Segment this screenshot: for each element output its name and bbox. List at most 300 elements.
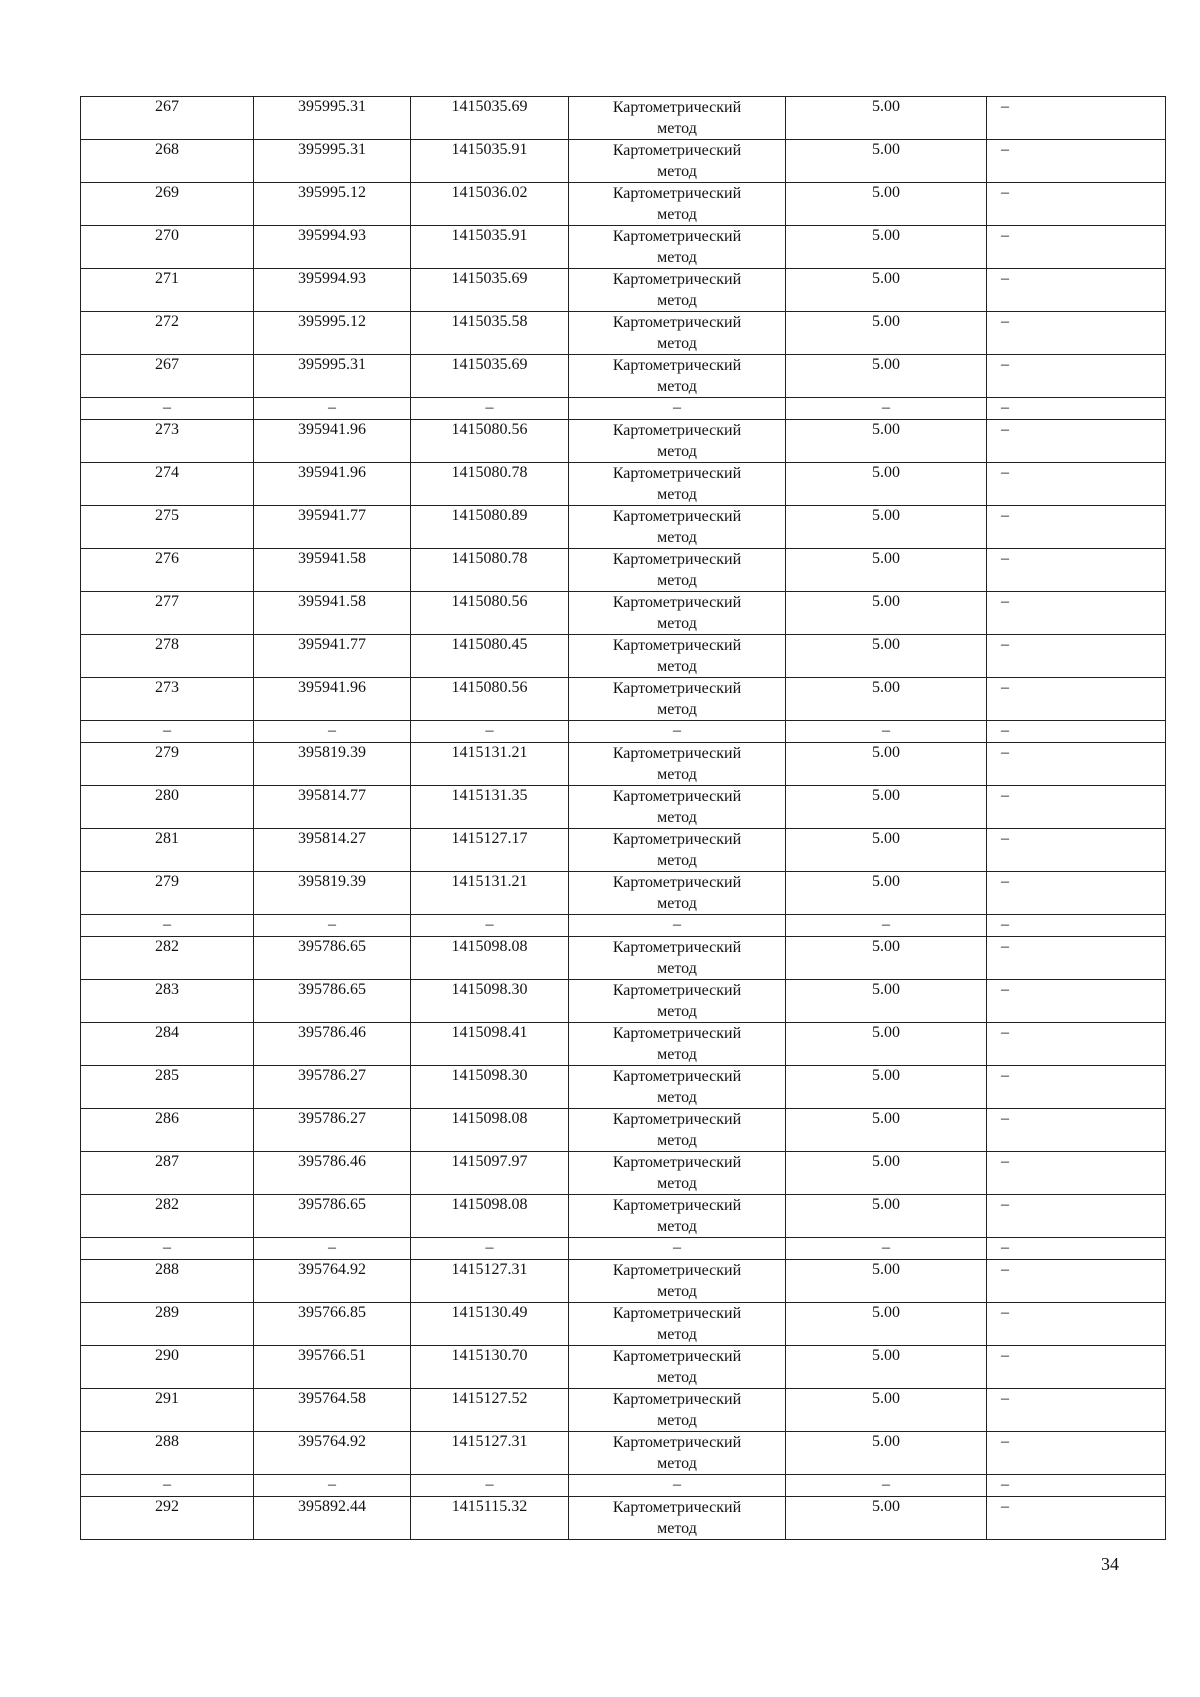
description-cell: – — [987, 980, 1166, 1023]
description-cell: – — [987, 97, 1166, 140]
table-row — [81, 226, 1166, 269]
coord-x-cell: 395766.51 — [254, 1346, 411, 1389]
coord-x-cell: 395994.93 — [254, 226, 411, 269]
accuracy-cell: 5.00 — [786, 592, 987, 635]
coord-y-cell: – — [411, 721, 569, 743]
point-number-cell: – — [81, 721, 254, 743]
method-line: Картометрический — [612, 982, 742, 999]
method-cell — [569, 1109, 786, 1152]
coord-y-cell: – — [411, 1238, 569, 1260]
method-cell — [569, 872, 786, 915]
table-row — [81, 1303, 1166, 1346]
separator-row — [81, 915, 1166, 937]
method-line: Картометрический — [612, 1025, 742, 1042]
accuracy-cell: 5.00 — [786, 635, 987, 678]
point-number-cell: 273 — [81, 678, 254, 721]
coord-x-cell: 395786.27 — [254, 1066, 411, 1109]
point-number-cell: 279 — [81, 743, 254, 786]
method-line: – — [673, 1239, 681, 1256]
method-line: Картометрический — [612, 465, 742, 482]
method-line: Картометрический — [612, 142, 742, 159]
accuracy-cell: 5.00 — [786, 1152, 987, 1195]
method-cell — [569, 1346, 786, 1389]
point-number-cell: 280 — [81, 786, 254, 829]
method-cell — [569, 980, 786, 1023]
method-line: метод — [657, 895, 697, 912]
table-row — [81, 312, 1166, 355]
method-line: Картометрический — [612, 1197, 742, 1214]
point-number-cell: 276 — [81, 549, 254, 592]
point-number-cell: 268 — [81, 140, 254, 183]
method-line: Картометрический — [612, 422, 742, 439]
method-cell — [569, 678, 786, 721]
point-number-cell: 275 — [81, 506, 254, 549]
coord-x-cell: 395995.12 — [254, 183, 411, 226]
coord-x-cell: 395995.12 — [254, 312, 411, 355]
method-line: метод — [657, 335, 697, 352]
point-number-cell: 278 — [81, 635, 254, 678]
coord-y-cell: 1415127.52 — [411, 1389, 569, 1432]
description-cell: – — [987, 463, 1166, 506]
description-cell: – — [987, 1260, 1166, 1303]
coord-x-cell: – — [254, 915, 411, 937]
table-row — [81, 635, 1166, 678]
coord-y-cell: 1415035.91 — [411, 140, 569, 183]
method-cell — [569, 1195, 786, 1238]
description-cell: – — [987, 1497, 1166, 1540]
method-line: метод — [657, 1455, 697, 1472]
coord-x-cell: 395941.58 — [254, 592, 411, 635]
description-cell: – — [987, 1195, 1166, 1238]
coord-y-cell: 1415035.91 — [411, 226, 569, 269]
method-cell — [569, 592, 786, 635]
method-cell — [569, 1432, 786, 1475]
description-cell: – — [987, 1066, 1166, 1109]
coord-x-cell: 395786.65 — [254, 937, 411, 980]
coord-y-cell: 1415130.70 — [411, 1346, 569, 1389]
point-number-cell: 271 — [81, 269, 254, 312]
description-cell: – — [987, 226, 1166, 269]
accuracy-cell: 5.00 — [786, 420, 987, 463]
coord-x-cell: 395764.92 — [254, 1260, 411, 1303]
point-number-cell: – — [81, 398, 254, 420]
description-cell: – — [987, 1303, 1166, 1346]
table-row — [81, 829, 1166, 872]
coord-y-cell: 1415035.69 — [411, 97, 569, 140]
table-row — [81, 1066, 1166, 1109]
method-line: метод — [657, 1089, 697, 1106]
method-line: метод — [657, 378, 697, 395]
coord-x-cell: – — [254, 1475, 411, 1497]
table-row — [81, 549, 1166, 592]
method-line: Картометрический — [612, 788, 742, 805]
description-cell: – — [987, 721, 1166, 743]
method-line: метод — [657, 1520, 697, 1537]
method-line: метод — [657, 1132, 697, 1149]
method-line: – — [673, 722, 681, 739]
description-cell: – — [987, 420, 1166, 463]
accuracy-cell: 5.00 — [786, 1195, 987, 1238]
method-cell — [569, 937, 786, 980]
accuracy-cell: – — [786, 1475, 987, 1497]
method-cell — [569, 1238, 786, 1260]
method-cell — [569, 355, 786, 398]
coord-x-cell: 395819.39 — [254, 872, 411, 915]
method-line: метод — [657, 529, 697, 546]
coord-x-cell: 395995.31 — [254, 97, 411, 140]
method-line: Картометрический — [612, 831, 742, 848]
coord-x-cell: 395786.46 — [254, 1023, 411, 1066]
accuracy-cell: 5.00 — [786, 1109, 987, 1152]
method-line: метод — [657, 960, 697, 977]
point-number-cell: 283 — [81, 980, 254, 1023]
point-number-cell: 291 — [81, 1389, 254, 1432]
coord-x-cell: – — [254, 721, 411, 743]
method-line: метод — [657, 1175, 697, 1192]
accuracy-cell: – — [786, 915, 987, 937]
description-cell: – — [987, 355, 1166, 398]
coord-y-cell: 1415035.58 — [411, 312, 569, 355]
coord-x-cell: 395941.58 — [254, 549, 411, 592]
table-row — [81, 463, 1166, 506]
method-cell — [569, 312, 786, 355]
method-line: Картометрический — [612, 185, 742, 202]
description-cell: – — [987, 140, 1166, 183]
accuracy-cell: 5.00 — [786, 312, 987, 355]
coord-x-cell: 395814.27 — [254, 829, 411, 872]
coord-x-cell: 395941.96 — [254, 678, 411, 721]
accuracy-cell: 5.00 — [786, 1066, 987, 1109]
accuracy-cell: 5.00 — [786, 1497, 987, 1540]
method-cell — [569, 1389, 786, 1432]
method-cell — [569, 463, 786, 506]
coord-x-cell: 395941.77 — [254, 506, 411, 549]
point-number-cell: 270 — [81, 226, 254, 269]
coord-y-cell: 1415080.56 — [411, 678, 569, 721]
coord-y-cell: 1415127.31 — [411, 1260, 569, 1303]
accuracy-cell: 5.00 — [786, 183, 987, 226]
description-cell: – — [987, 1346, 1166, 1389]
coord-y-cell: 1415127.31 — [411, 1432, 569, 1475]
method-line: метод — [657, 615, 697, 632]
description-cell: – — [987, 1475, 1166, 1497]
method-line: Картометрический — [612, 1499, 742, 1516]
method-line: Картометрический — [612, 508, 742, 525]
accuracy-cell: 5.00 — [786, 937, 987, 980]
table-row — [81, 743, 1166, 786]
coord-y-cell: 1415080.45 — [411, 635, 569, 678]
description-cell: – — [987, 506, 1166, 549]
method-cell — [569, 1066, 786, 1109]
point-number-cell: 282 — [81, 1195, 254, 1238]
method-cell — [569, 140, 786, 183]
coord-y-cell: – — [411, 398, 569, 420]
accuracy-cell: 5.00 — [786, 1260, 987, 1303]
coord-x-cell: 395892.44 — [254, 1497, 411, 1540]
coord-x-cell: – — [254, 398, 411, 420]
point-number-cell: 288 — [81, 1432, 254, 1475]
method-cell — [569, 721, 786, 743]
coord-y-cell: 1415098.41 — [411, 1023, 569, 1066]
point-number-cell: 286 — [81, 1109, 254, 1152]
method-cell — [569, 829, 786, 872]
table-row — [81, 1389, 1166, 1432]
description-cell: – — [987, 743, 1166, 786]
method-cell — [569, 226, 786, 269]
method-line: Картометрический — [612, 1391, 742, 1408]
point-number-cell: 277 — [81, 592, 254, 635]
method-cell — [569, 786, 786, 829]
table-row — [81, 1109, 1166, 1152]
method-line: метод — [657, 443, 697, 460]
table-row — [81, 592, 1166, 635]
method-line: Картометрический — [612, 1111, 742, 1128]
coord-y-cell: 1415035.69 — [411, 355, 569, 398]
table-row — [81, 872, 1166, 915]
description-cell: – — [987, 786, 1166, 829]
method-line: метод — [657, 249, 697, 266]
coord-y-cell: 1415130.49 — [411, 1303, 569, 1346]
coord-y-cell: 1415115.32 — [411, 1497, 569, 1540]
accuracy-cell: 5.00 — [786, 1023, 987, 1066]
method-line: метод — [657, 809, 697, 826]
coord-y-cell: – — [411, 1475, 569, 1497]
method-line: метод — [657, 292, 697, 309]
separator-row — [81, 398, 1166, 420]
method-cell — [569, 506, 786, 549]
coord-y-cell: – — [411, 915, 569, 937]
description-cell: – — [987, 1389, 1166, 1432]
coord-x-cell: – — [254, 1238, 411, 1260]
coord-x-cell: 395764.92 — [254, 1432, 411, 1475]
method-line: Картометрический — [612, 99, 742, 116]
method-line: Картометрический — [612, 874, 742, 891]
coord-y-cell: 1415036.02 — [411, 183, 569, 226]
method-cell — [569, 743, 786, 786]
table-row — [81, 786, 1166, 829]
accuracy-cell: 5.00 — [786, 97, 987, 140]
accuracy-cell: 5.00 — [786, 872, 987, 915]
description-cell: – — [987, 915, 1166, 937]
table-row — [81, 1152, 1166, 1195]
accuracy-cell: 5.00 — [786, 1389, 987, 1432]
point-number-cell: 288 — [81, 1260, 254, 1303]
point-number-cell: 292 — [81, 1497, 254, 1540]
coord-y-cell: 1415127.17 — [411, 829, 569, 872]
separator-row — [81, 1238, 1166, 1260]
coord-x-cell: 395995.31 — [254, 140, 411, 183]
method-cell — [569, 549, 786, 592]
point-number-cell: 272 — [81, 312, 254, 355]
accuracy-cell: – — [786, 721, 987, 743]
coord-x-cell: 395814.77 — [254, 786, 411, 829]
method-cell — [569, 269, 786, 312]
accuracy-cell: 5.00 — [786, 140, 987, 183]
method-cell — [569, 97, 786, 140]
coord-y-cell: 1415131.35 — [411, 786, 569, 829]
table-row — [81, 678, 1166, 721]
description-cell: – — [987, 635, 1166, 678]
coord-x-cell: 395941.77 — [254, 635, 411, 678]
method-line: метод — [657, 1003, 697, 1020]
method-line: Картометрический — [612, 1068, 742, 1085]
method-line: – — [673, 1476, 681, 1493]
table-row — [81, 97, 1166, 140]
point-number-cell: 287 — [81, 1152, 254, 1195]
coord-y-cell: 1415080.89 — [411, 506, 569, 549]
table-row — [81, 1497, 1166, 1540]
method-line: метод — [657, 163, 697, 180]
method-cell — [569, 398, 786, 420]
accuracy-cell: 5.00 — [786, 226, 987, 269]
table-row — [81, 1195, 1166, 1238]
accuracy-cell: 5.00 — [786, 463, 987, 506]
coord-x-cell: 395994.93 — [254, 269, 411, 312]
description-cell: – — [987, 1432, 1166, 1475]
accuracy-cell: 5.00 — [786, 743, 987, 786]
method-line: Картометрический — [612, 680, 742, 697]
coord-y-cell: 1415035.69 — [411, 269, 569, 312]
method-line: метод — [657, 658, 697, 675]
description-cell: – — [987, 1109, 1166, 1152]
table-row — [81, 1023, 1166, 1066]
coord-y-cell: 1415131.21 — [411, 743, 569, 786]
coord-x-cell: 395766.85 — [254, 1303, 411, 1346]
method-cell — [569, 1475, 786, 1497]
point-number-cell: 273 — [81, 420, 254, 463]
accuracy-cell: 5.00 — [786, 355, 987, 398]
accuracy-cell: 5.00 — [786, 506, 987, 549]
accuracy-cell: 5.00 — [786, 786, 987, 829]
separator-row — [81, 1475, 1166, 1497]
method-line: – — [673, 399, 681, 416]
accuracy-cell: 5.00 — [786, 269, 987, 312]
description-cell: – — [987, 1152, 1166, 1195]
accuracy-cell: 5.00 — [786, 678, 987, 721]
table-row — [81, 140, 1166, 183]
coord-y-cell: 1415098.08 — [411, 1109, 569, 1152]
point-number-cell: – — [81, 1238, 254, 1260]
method-line: метод — [657, 206, 697, 223]
method-line: Картометрический — [612, 228, 742, 245]
point-number-cell: 284 — [81, 1023, 254, 1066]
description-cell: – — [987, 678, 1166, 721]
description-cell: – — [987, 312, 1166, 355]
method-line: Картометрический — [612, 357, 742, 374]
method-line: Картометрический — [612, 314, 742, 331]
coord-y-cell: 1415098.08 — [411, 1195, 569, 1238]
method-line: Картометрический — [612, 1154, 742, 1171]
table-row — [81, 980, 1166, 1023]
point-number-cell: 269 — [81, 183, 254, 226]
coord-x-cell: 395786.65 — [254, 1195, 411, 1238]
description-cell: – — [987, 592, 1166, 635]
method-line: Картометрический — [612, 1262, 742, 1279]
method-line: Картометрический — [612, 1434, 742, 1451]
coordinates-table — [80, 96, 1166, 1540]
coord-y-cell: 1415080.56 — [411, 420, 569, 463]
point-number-cell: 279 — [81, 872, 254, 915]
method-line: Картометрический — [612, 637, 742, 654]
accuracy-cell: 5.00 — [786, 980, 987, 1023]
table-row — [81, 269, 1166, 312]
coord-y-cell: 1415098.30 — [411, 980, 569, 1023]
method-line: метод — [657, 572, 697, 589]
description-cell: – — [987, 937, 1166, 980]
method-line: Картометрический — [612, 939, 742, 956]
method-line: метод — [657, 120, 697, 137]
coord-x-cell: 395995.31 — [254, 355, 411, 398]
method-line: метод — [657, 1326, 697, 1343]
point-number-cell: – — [81, 1475, 254, 1497]
table-row — [81, 1346, 1166, 1389]
description-cell: – — [987, 829, 1166, 872]
coord-y-cell: 1415098.08 — [411, 937, 569, 980]
coord-y-cell: 1415131.21 — [411, 872, 569, 915]
description-cell: – — [987, 872, 1166, 915]
point-number-cell: 289 — [81, 1303, 254, 1346]
table-row — [81, 420, 1166, 463]
table-row — [81, 1260, 1166, 1303]
method-cell — [569, 1152, 786, 1195]
accuracy-cell: 5.00 — [786, 829, 987, 872]
description-cell: – — [987, 183, 1166, 226]
method-line: Картометрический — [612, 271, 742, 288]
point-number-cell: 281 — [81, 829, 254, 872]
method-line: метод — [657, 1218, 697, 1235]
method-line: метод — [657, 701, 697, 718]
coord-x-cell: 395786.27 — [254, 1109, 411, 1152]
description-cell: – — [987, 1023, 1166, 1066]
coordinates-table-body — [81, 97, 1166, 1540]
coord-y-cell: 1415097.97 — [411, 1152, 569, 1195]
point-number-cell: 267 — [81, 97, 254, 140]
method-line: Картометрический — [612, 551, 742, 568]
table-row — [81, 183, 1166, 226]
accuracy-cell: 5.00 — [786, 1303, 987, 1346]
method-line: Картометрический — [612, 1305, 742, 1322]
accuracy-cell: 5.00 — [786, 549, 987, 592]
accuracy-cell: – — [786, 398, 987, 420]
coord-y-cell: 1415080.78 — [411, 549, 569, 592]
coord-x-cell: 395941.96 — [254, 420, 411, 463]
coord-x-cell: 395819.39 — [254, 743, 411, 786]
method-line: метод — [657, 766, 697, 783]
accuracy-cell: 5.00 — [786, 1432, 987, 1475]
method-line: метод — [657, 852, 697, 869]
method-cell — [569, 915, 786, 937]
method-cell — [569, 183, 786, 226]
method-line: метод — [657, 1046, 697, 1063]
point-number-cell: 267 — [81, 355, 254, 398]
method-line: метод — [657, 1412, 697, 1429]
description-cell: – — [987, 269, 1166, 312]
table-row — [81, 937, 1166, 980]
description-cell: – — [987, 1238, 1166, 1260]
method-cell — [569, 1260, 786, 1303]
table-row — [81, 355, 1166, 398]
table-row — [81, 1432, 1166, 1475]
method-cell — [569, 420, 786, 463]
point-number-cell: 282 — [81, 937, 254, 980]
point-number-cell: 274 — [81, 463, 254, 506]
method-line: метод — [657, 486, 697, 503]
point-number-cell: 290 — [81, 1346, 254, 1389]
description-cell: – — [987, 549, 1166, 592]
page-number: 34 — [1101, 1554, 1119, 1574]
accuracy-cell: – — [786, 1238, 987, 1260]
coord-x-cell: 395786.65 — [254, 980, 411, 1023]
